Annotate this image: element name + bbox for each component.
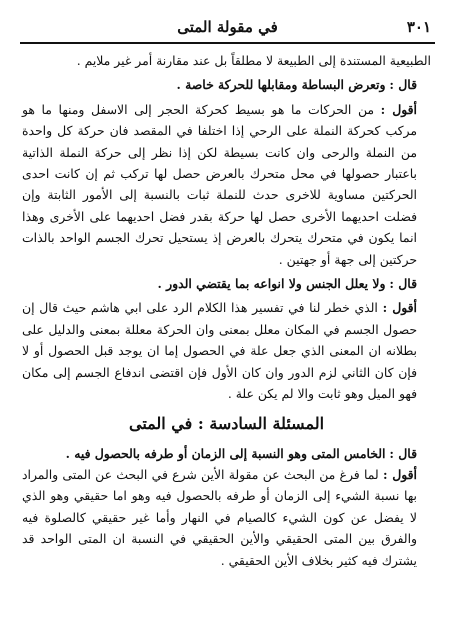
page-number: ٣٠١ xyxy=(406,18,431,36)
running-title: في مقولة المتى xyxy=(177,18,278,36)
qala-label: قال : xyxy=(389,445,417,461)
aqulu-label: أقول : xyxy=(382,300,417,316)
qala-text: الخامس المتى وهو النسبة إلى الزمان أو طرفه بالحصول فيه . xyxy=(65,445,386,461)
qala-label: قال : xyxy=(389,276,417,292)
header-rule xyxy=(20,42,435,44)
paragraph-continuation xyxy=(22,50,431,71)
running-header xyxy=(20,16,435,38)
commentary-text: من الحركات ما هو بسيط كحركة الحجر إلى الاسفل ومنها ما هو مركب كحركة النملة على الرحي إذا اختلفا في المقصد فان حركة كل واحدة من النملة والرحى وان كانت بسيطة لكن إذا نظر إلى حركة النملة الذاتية باعتبار حصولها في محل متحرك بالعرض حصل لها تركب ثم إن كانت احدى الحركتين مساوية للاخرى حدث للنملة ثبات بالنسبة إلى الأمور الثابتة وإن فضلت احديهما الأخرى حصل لها حركة بقدر فضل احديهما على الأخرى وهذا انما يكون في متحرك يتحرك بالعرض إذ يستحيل تحرك الجسم الواحد بالذات حركتين إلى جهة أو جهتين . xyxy=(22,101,417,267)
qala-statement xyxy=(22,74,431,95)
qala-text: ولا يعلل الجنس ولا انواعه بما يقتضي الدور . xyxy=(157,276,386,292)
qala-statement xyxy=(22,273,431,294)
aqulu-commentary xyxy=(22,464,431,571)
aqulu-commentary xyxy=(22,297,431,404)
page-body xyxy=(22,50,431,571)
commentary-text: الذي خطر لنا في تفسير هذا الكلام الرد على ابي هاشم حيث قال إن حصول الجسم في المكان معلل بمعنى وان الحركة معللة بمعنى والدليل على بطلانه ان المعنى الذي جعل علة في الحصول إما ان يوجد قبل الحصول أو لا فإن كان الثاني لزم الدور وان كان الأول فإن اقتضى اندفاع الجسم إلى مكان فهو الميل وهو ثابت والا لم يكن علة . xyxy=(22,300,417,402)
qala-label: قال : xyxy=(389,77,417,93)
aqulu-commentary xyxy=(22,99,431,270)
qala-text: وتعرض البساطة ومقابلها للحركة خاصة . xyxy=(176,77,386,93)
section-heading: المسئلة السادسة : في المتى xyxy=(128,413,325,433)
aqulu-label: أقول : xyxy=(382,466,417,482)
qala-statement xyxy=(22,443,431,464)
aqulu-label: أقول : xyxy=(380,101,417,117)
paragraph-text: الطبيعية المستندة إلى الطبيعة لا مطلقاً بل عند مقارنة أمر غير ملايم . xyxy=(76,53,431,68)
commentary-text: لما فرغ من البحث عن مقولة الأين شرع في البحث عن المتى والمراد بها نسبة الشيء إلى الزمان أو طرفه بالحصول فيه وهو اما حقيقي وهو الذي لا يفضل عن كون الشيء كالصيام في النهار وأما غير حقيقي كالصلوة فيه والفرق بين المتى الحقيقي والأين الحقيقي في النسبة ان المتى الواحد قد يشترك فيه كثير بخلاف الأين الحقيقي . xyxy=(22,466,417,568)
